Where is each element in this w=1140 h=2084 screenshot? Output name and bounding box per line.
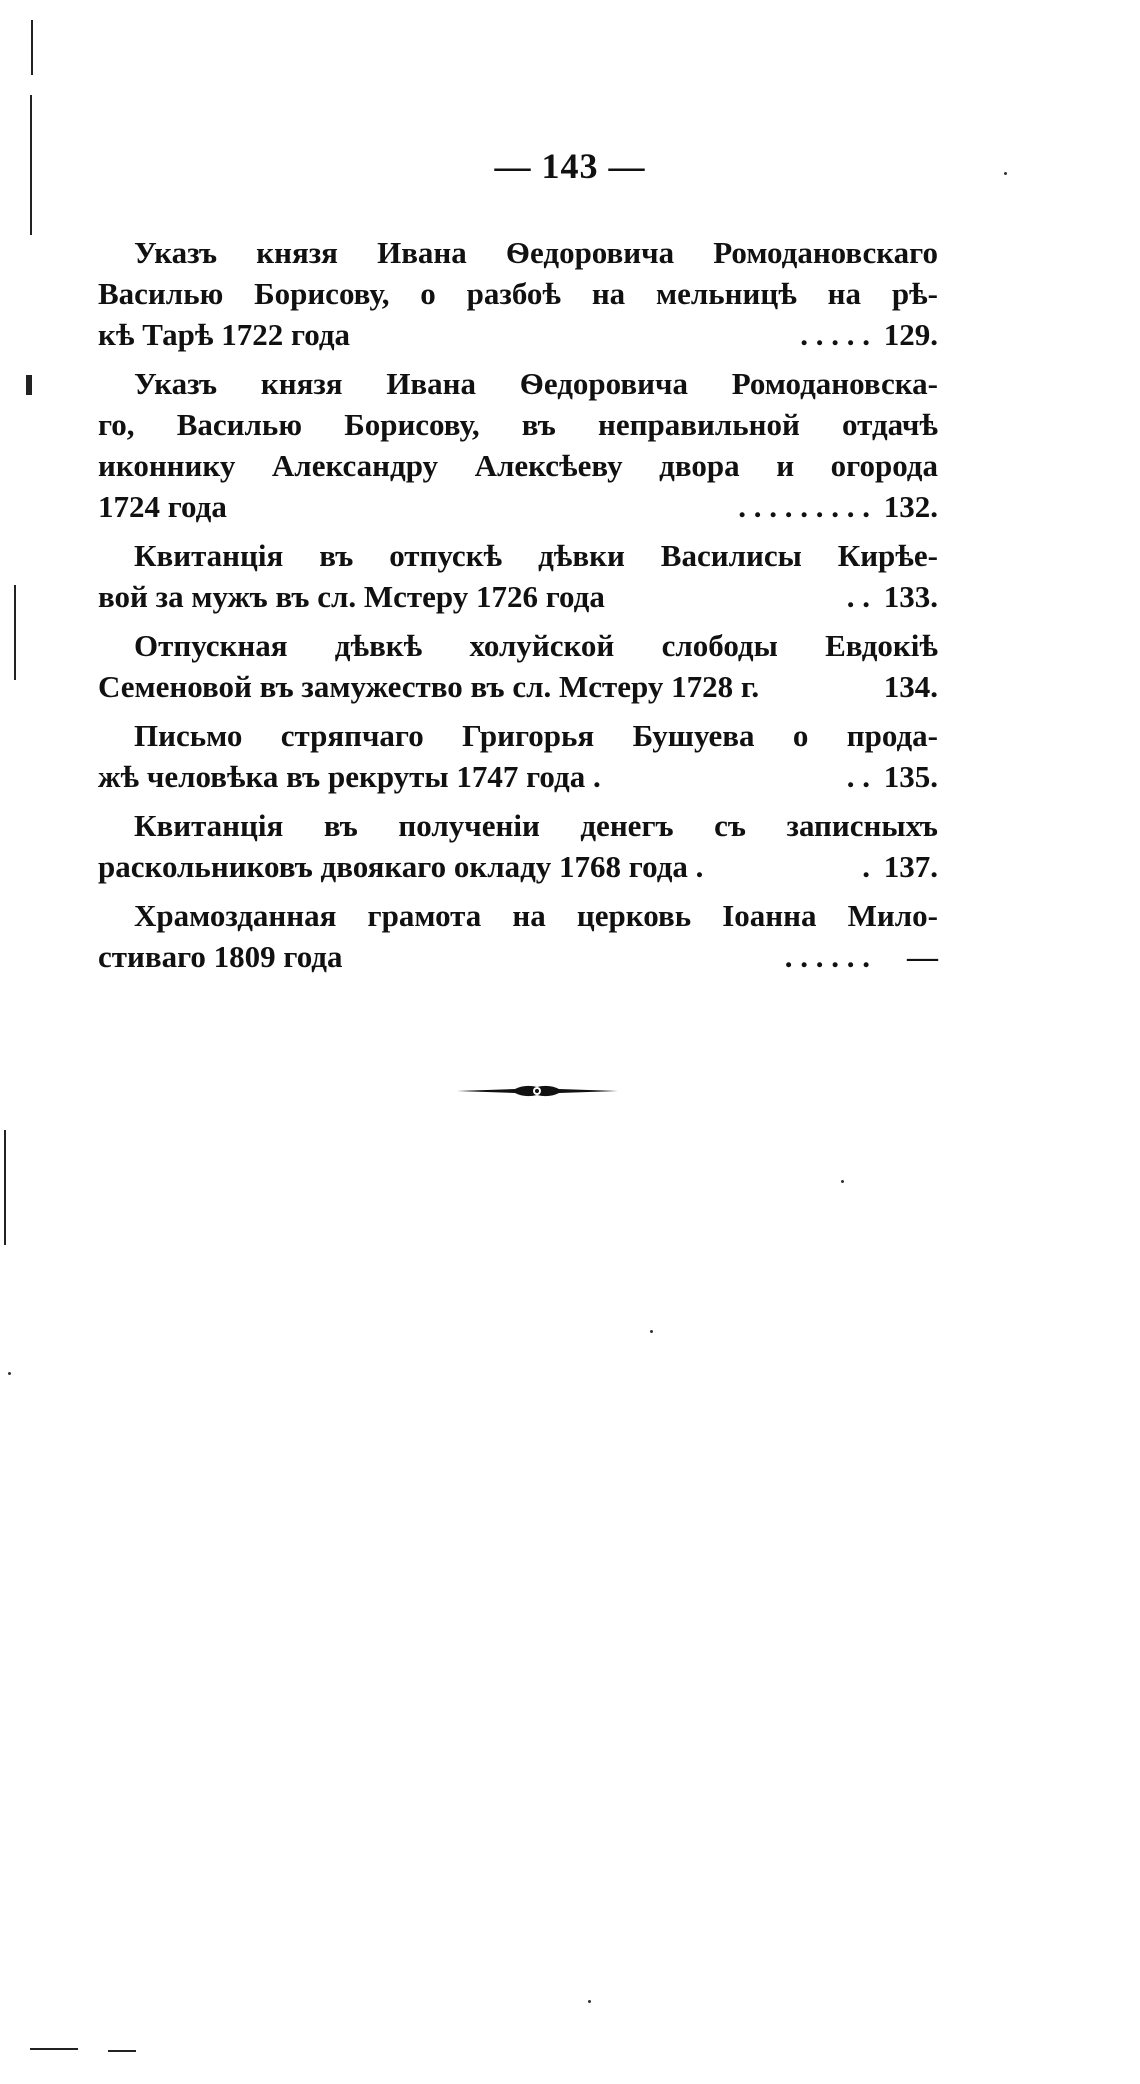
toc-entry-text: кѣ Тарѣ 1722 года: [98, 317, 351, 352]
page-number: — 143 —: [494, 146, 646, 186]
scan-edge-line: [30, 2048, 78, 2050]
toc-page-ref: 133.: [883, 579, 938, 614]
toc-entry: [98, 535, 938, 617]
toc-entry-text: Василью Борисову, о разбоѣ на мельницѣ на рѣ-: [98, 276, 938, 311]
scan-edge-line: [26, 375, 32, 395]
toc-entry: [98, 715, 938, 797]
dot-leader: . . . . . .: [784, 939, 870, 974]
toc-entry-text: Квитанція въ полученіи денегъ съ записныхъ: [134, 808, 938, 843]
dot-leader: . . . . .: [800, 317, 870, 352]
toc-entry-line: [98, 404, 938, 445]
scan-edge-line: [4, 1130, 6, 1245]
toc-entry-text: иконнику Александру Алексѣеву двора и огорода: [98, 448, 938, 483]
toc-entry-line: [98, 232, 938, 273]
dot-leader: .: [862, 849, 870, 884]
toc-entry-line: [98, 805, 938, 846]
toc-entry-text: Указъ князя Ивана Ѳедоровича Ромодановскаго: [134, 235, 938, 270]
toc-entry-last-line: [98, 576, 938, 617]
dot-leader: . . . . . . . . .: [738, 489, 870, 524]
toc-entry: [98, 625, 938, 707]
toc-entry-last-line: [98, 756, 938, 797]
toc-entry: [98, 363, 938, 527]
toc-entry-line: [98, 445, 938, 486]
scan-edge-line: [31, 20, 33, 75]
toc-entry-last-line: [98, 666, 938, 707]
toc-entry-line: [98, 363, 938, 404]
toc-entry-last-line: [98, 314, 938, 355]
toc-entry-text: стиваго 1809 года: [98, 939, 343, 974]
toc-entry-text: Указъ князя Ивана Ѳедоровича Ромодановска-: [134, 366, 938, 401]
toc-entry: [98, 232, 938, 355]
end-ornament: [455, 1078, 620, 1104]
toc-entry-line: [98, 535, 938, 576]
toc-entry-text: Храмозданная грамота на церковь Іоанна Мило-: [134, 898, 938, 933]
scan-speck: [8, 1372, 11, 1375]
dot-leader: . .: [846, 579, 870, 614]
dot-leader: . .: [846, 759, 870, 794]
toc-entry-last-line: [98, 936, 938, 977]
scan-speck: [588, 2000, 591, 2003]
toc-page-ref: 132.: [883, 489, 938, 524]
toc-entry-text: вой за мужъ въ сл. Мстеру 1726 года: [98, 579, 605, 614]
toc-page-ref: —: [907, 939, 938, 974]
toc-entry-line: [98, 895, 938, 936]
toc-page-ref: 135.: [883, 759, 938, 794]
toc-entry-last-line: [98, 486, 938, 527]
toc-entry-text: Семеновой въ замужество въ сл. Мстеру 1728 г.: [98, 669, 760, 704]
toc-page-ref: 134.: [883, 669, 938, 704]
toc-entry-text: Отпускная дѣвкѣ холуйской слободы Евдокіѣ: [134, 628, 938, 663]
scan-speck: [650, 1330, 653, 1333]
scan-edge-line: [108, 2050, 136, 2052]
toc-entry-text: Квитанція въ отпускѣ дѣвки Василисы Кирѣе-: [134, 538, 938, 573]
toc-entry-line: [98, 715, 938, 756]
toc-entry-text: Письмо стряпчаго Григорья Бушуева о прода-: [134, 718, 938, 753]
toc-entry: [98, 895, 938, 977]
toc-page-ref: 129.: [883, 317, 938, 352]
toc-entry-line: [98, 273, 938, 314]
toc-entry-text: раскольниковъ двоякаго окладу 1768 года .: [98, 849, 704, 884]
scan-edge-line: [14, 585, 16, 680]
scan-speck: [841, 1180, 844, 1183]
toc-page-ref: 137.: [883, 849, 938, 884]
toc-entry-line: [98, 625, 938, 666]
toc-entry-last-line: [98, 846, 938, 887]
table-of-contents: [98, 232, 938, 985]
toc-entry-text: 1724 года: [98, 489, 227, 524]
toc-entry-text: го, Василью Борисову, въ неправильной отдачѣ: [98, 407, 938, 442]
toc-entry-text: жѣ человѣка въ рекруты 1747 года .: [98, 759, 601, 794]
toc-entry: [98, 805, 938, 887]
